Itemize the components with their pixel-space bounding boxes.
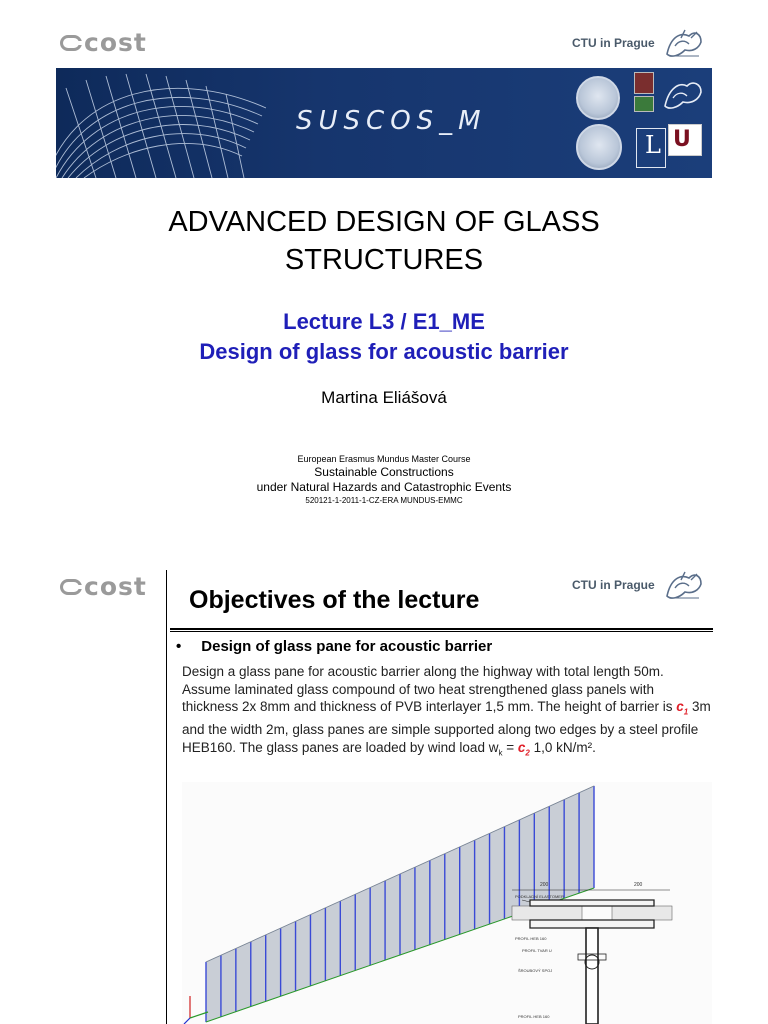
task-description xyxy=(182,663,712,762)
var-c1-subscript: 1 xyxy=(683,707,689,717)
arch-structure-icon xyxy=(56,68,266,178)
para-text-2: 3m and the width 2m, glass panes are simple supported along two edges by a steel profile HEB160. The glass panes are loaded by wind load w xyxy=(182,699,711,755)
dimension-label-1: 200 xyxy=(540,882,549,888)
cost-logo-text: cost xyxy=(84,28,147,57)
university-seal-icon xyxy=(576,76,620,120)
title-underline-thin xyxy=(170,631,713,632)
variable-c1 xyxy=(676,699,689,717)
cost-logo-text: cost xyxy=(84,572,147,601)
lecture-heading xyxy=(0,307,768,367)
title-underline xyxy=(170,628,713,630)
cost-ring-icon xyxy=(60,579,82,595)
course-line-3: under Natural Hazards and Catastrophic Events xyxy=(256,480,512,494)
lulea-logo-icon: L xyxy=(636,128,666,168)
course-info xyxy=(0,453,768,506)
ug-logo-icon xyxy=(634,96,654,112)
var-c2-letter: c xyxy=(517,739,526,755)
ctu-banner-emblem-icon xyxy=(661,76,705,112)
var-c1-letter: c xyxy=(676,699,684,714)
course-line-1: European Erasmus Mundus Master Course xyxy=(297,454,471,464)
ctu-emblem-icon xyxy=(663,26,705,60)
ctu-header xyxy=(572,26,705,60)
lecture-topic: Design of glass for acoustic barrier xyxy=(199,339,569,364)
vertical-divider xyxy=(166,570,167,1024)
variable-c2 xyxy=(517,739,530,758)
cost-ring-icon xyxy=(60,35,82,51)
drawing-label-2: PROFIL HEB 160 xyxy=(515,936,547,941)
para-text-1: Design a glass pane for acoustic barrier along the highway with total length 50m. Assume laminated glass compound of two heat strengthened glass panels with thickness 2x 8mm and thickness of PVB interlayer 1,5 mm. The height of barrier is xyxy=(182,664,677,714)
bullet-item xyxy=(176,638,492,655)
var-c2-subscript: 2 xyxy=(525,748,530,758)
course-line-4: 520121-1-2011-1-CZ-ERA MUNDUS-EMMC xyxy=(305,496,463,505)
crest-icon xyxy=(634,72,654,94)
wk-subscript: k xyxy=(498,748,503,758)
drawing-label-5: PROFIL HEB 160 xyxy=(518,1014,550,1019)
ctu-header-slide2 xyxy=(572,568,705,602)
para-text-4: 1,0 kN/m². xyxy=(529,739,596,755)
ctu-emblem-icon xyxy=(663,568,705,602)
slide-title: Objectives of the lecture xyxy=(189,586,480,614)
drawing-label-3: PROFIL TVAR U xyxy=(522,948,552,953)
dimension-label-2: 200 xyxy=(634,882,643,888)
institution-name: CTU in Prague xyxy=(572,36,655,50)
para-text-3: = xyxy=(502,739,518,755)
bullet-text: Design of glass pane for acoustic barrier xyxy=(201,638,493,655)
drawing-label-4: ŠROUBOVÝ SPOJ xyxy=(518,968,553,973)
cost-logo xyxy=(60,30,147,55)
institution-name: CTU in Prague xyxy=(572,578,655,592)
banner-title: SUSCOS_M xyxy=(296,106,487,136)
author-name: Martina Eliášová xyxy=(321,388,447,407)
university-seal-2-icon xyxy=(576,124,622,170)
bullet-mark: • xyxy=(176,638,182,655)
presentation-title-text: ADVANCED DESIGN OF GLASS STRUCTURES xyxy=(168,206,600,276)
course-line-2: Sustainable Constructions xyxy=(314,465,454,479)
up-logo-icon: U xyxy=(668,124,702,156)
drawing-label-1: PODKLADNÍ ELASTOMER xyxy=(515,894,564,899)
lecture-number: Lecture L3 / E1_ME xyxy=(283,309,485,334)
barrier-drawing xyxy=(182,782,712,1024)
cost-logo-slide2 xyxy=(60,574,147,599)
objectives-slide xyxy=(0,552,768,1024)
project-banner xyxy=(56,68,712,178)
presentation-title xyxy=(0,203,768,279)
